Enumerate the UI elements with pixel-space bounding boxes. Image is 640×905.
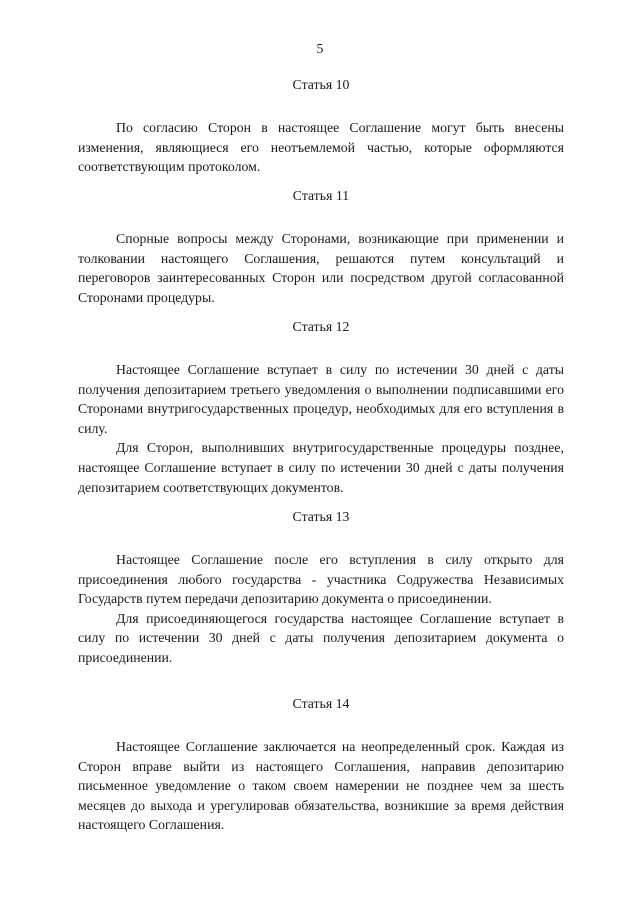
page-number: 5 <box>316 41 324 56</box>
article-paragraph: Настоящее Соглашение после его вступления в силу открыто для присоединения любого государства - участника Содружества Независимых Государств путем передачи депозитарию документа о присоединении. <box>78 552 564 607</box>
article-body <box>78 360 564 497</box>
article-paragraph: Настоящее Соглашение вступает в силу по истечении 30 дней с даты получения депозитарием третьего уведомления о выполнении подписавшими его Сторонами внутригосударственных процедур, необходимых для его вступления в силу. <box>78 362 564 436</box>
article-11 <box>78 187 564 307</box>
article-10 <box>78 76 564 177</box>
article-title: Статья 14 <box>292 696 350 711</box>
article-paragraph: Настоящее Соглашение заключается на неопределенный срок. Каждая из Сторон вправе выйти из настоящего Соглашения, направив депозитарию письменное уведомление о таком своем намерении не позднее чем за шесть месяцев до выхода и урегулировав обязательства, возникшие за время действия настоящего Соглашения. <box>78 739 564 833</box>
article-body <box>78 118 564 177</box>
article-title: Статья 10 <box>292 77 350 92</box>
article-title: Статья 12 <box>292 319 350 334</box>
article-paragraph: По согласию Сторон в настоящее Соглашение могут быть внесены изменения, являющиеся его неотъемлемой частью, которые оформляются соответствующим протоколом. <box>78 120 564 175</box>
article-12 <box>78 318 564 497</box>
article-body <box>78 229 564 307</box>
article-paragraph: Спорные вопросы между Сторонами, возникающие при применении и толковании настоящего Соглашения, решаются путем консультаций и переговоров заинтересованных Сторон или посредством другой согласованной Сторонами процедуры. <box>78 231 564 305</box>
article-paragraph: Для Сторон, выполнивших внутригосударственные процедуры позднее, настоящее Соглашение вступает в силу по истечении 30 дней с даты получения депозитарием соответствующих документов. <box>78 440 564 495</box>
article-body <box>78 737 564 835</box>
article-title: Статья 13 <box>292 509 350 524</box>
article-title: Статья 11 <box>292 188 350 203</box>
article-14 <box>78 695 564 835</box>
article-13 <box>78 508 564 668</box>
article-body <box>78 550 564 668</box>
article-paragraph: Для присоединяющегося государства настоящее Соглашение вступает в силу по истечении 30 дней с даты получения депозитарием документа о присоединении. <box>78 610 564 665</box>
